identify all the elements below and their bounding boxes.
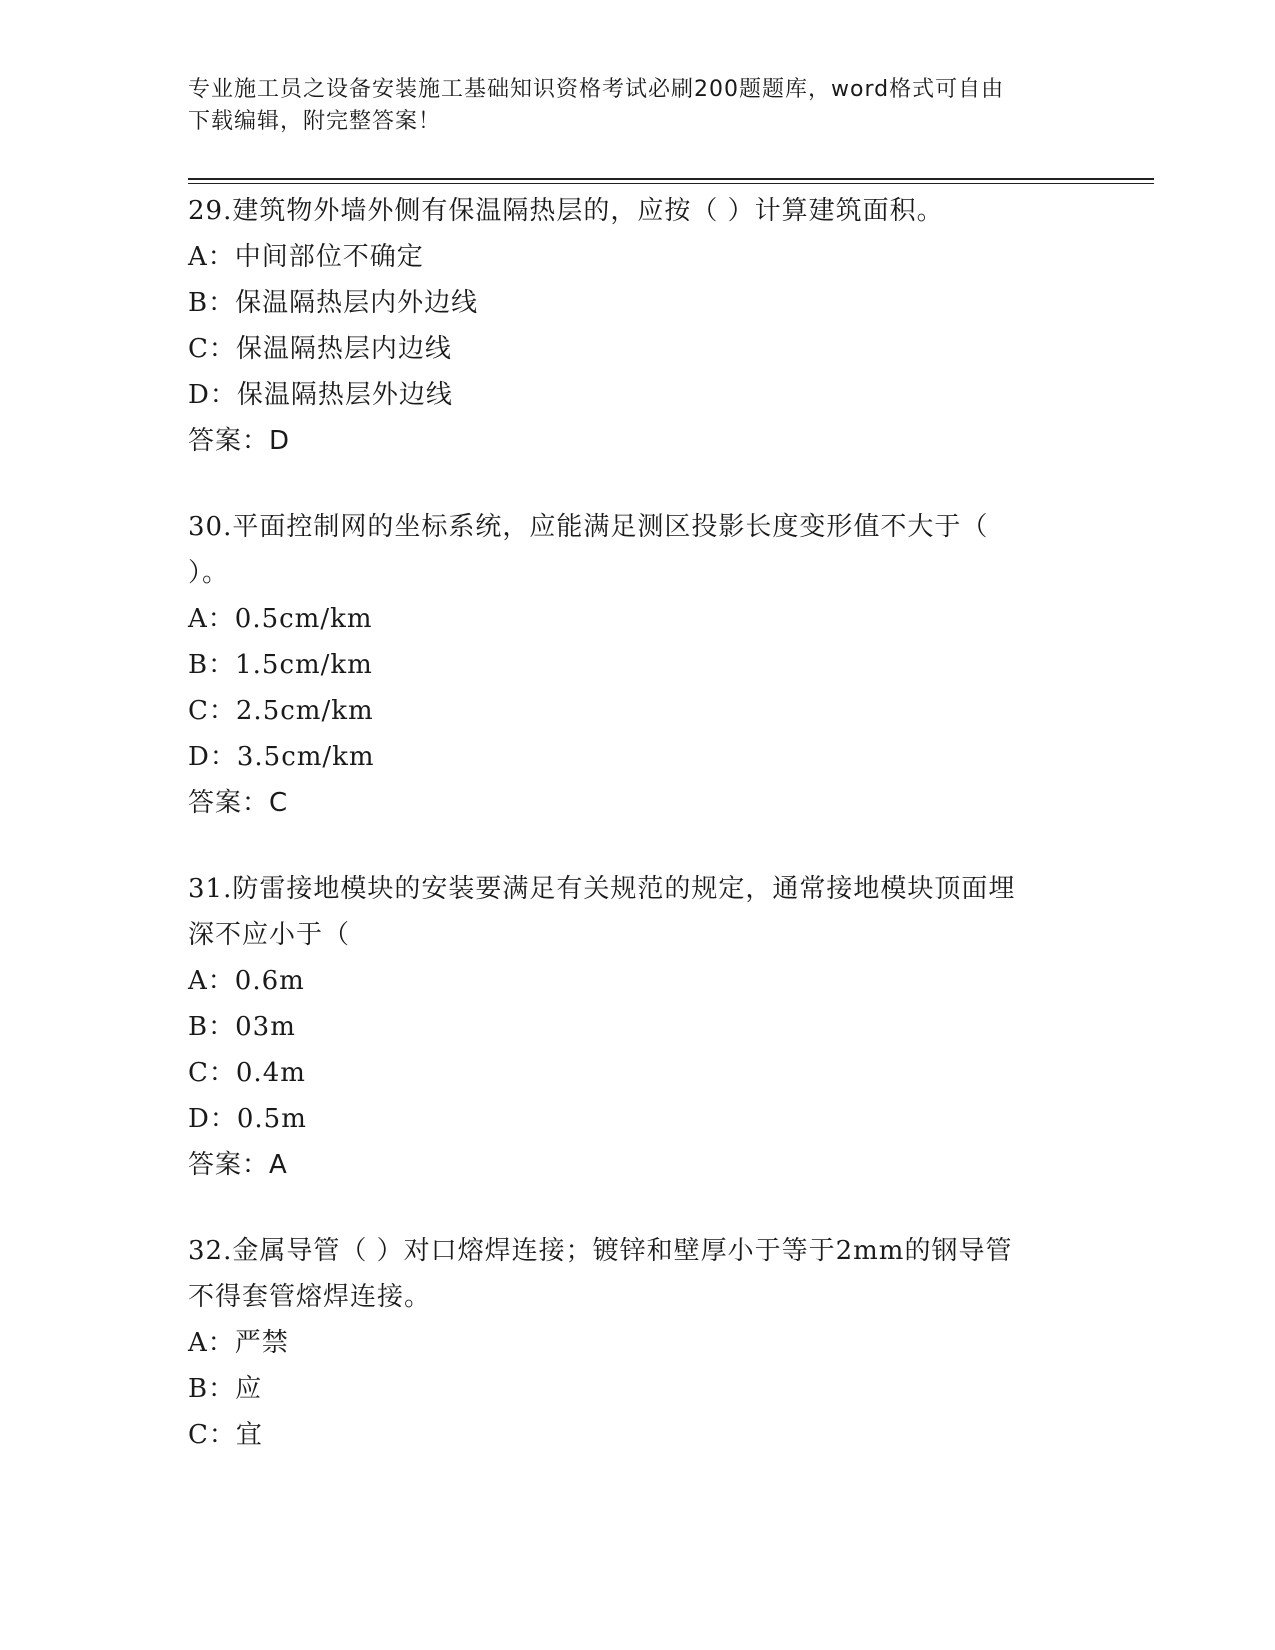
- question-list: [188, 188, 1088, 1498]
- question-text: [188, 504, 1068, 596]
- option-b: B：保温隔热层内外边线: [188, 288, 479, 318]
- option-b: B：应: [188, 1374, 263, 1404]
- answer: 答案：A: [188, 1150, 288, 1180]
- option-c: C：保温隔热层内边线: [188, 334, 452, 364]
- option-d: D：0.5m: [188, 1104, 307, 1134]
- option-c: C：2.5cm/km: [188, 696, 374, 726]
- question-text: [188, 866, 1068, 958]
- option-a: A：0.5cm/km: [188, 604, 373, 634]
- question-29: [188, 188, 1088, 464]
- header-divider-thick: [188, 178, 1154, 180]
- question-30: [188, 504, 1088, 826]
- option-d: D：3.5cm/km: [188, 742, 375, 772]
- question-line: 31.防雷接地模块的安装要满足有关规范的规定，通常接地模块顶面埋: [188, 874, 1016, 904]
- option-c: C：宜: [188, 1420, 263, 1450]
- option-b: B：1.5cm/km: [188, 650, 373, 680]
- question-32: [188, 1228, 1088, 1458]
- option-a: A：0.6m: [188, 966, 305, 996]
- question-text: [188, 188, 1068, 234]
- header-line-1: 专业施工员之设备安装施工基础知识资格考试必刷200题题库，word格式可自由: [188, 77, 1005, 102]
- question-31: [188, 866, 1088, 1188]
- header-divider-thin: [188, 183, 1154, 184]
- header-line-2: 下载编辑，附完整答案！: [188, 109, 442, 134]
- option-d: D：保温隔热层外边线: [188, 380, 453, 410]
- answer: 答案：C: [188, 788, 289, 818]
- question-line: 32.金属导管（ ）对口熔焊连接；镀锌和壁厚小于等于2mm的钢导管: [188, 1236, 1013, 1266]
- question-line: 深不应小于（: [188, 920, 351, 950]
- question-line: 不得套管熔焊连接。: [188, 1282, 432, 1312]
- document-header: [188, 74, 1068, 138]
- option-a: A：严禁: [188, 1328, 289, 1358]
- option-b: B：03m: [188, 1012, 296, 1042]
- question-text: [188, 1228, 1068, 1320]
- question-line: 29.建筑物外墙外侧有保温隔热层的，应按（ ）计算建筑面积。: [188, 196, 944, 226]
- question-line: ）。: [188, 558, 230, 588]
- answer: 答案：D: [188, 426, 291, 456]
- option-a: A：中间部位不确定: [188, 242, 424, 272]
- question-line: 30.平面控制网的坐标系统，应能满足测区投影长度变形值不大于（: [188, 512, 989, 542]
- option-c: C：0.4m: [188, 1058, 306, 1088]
